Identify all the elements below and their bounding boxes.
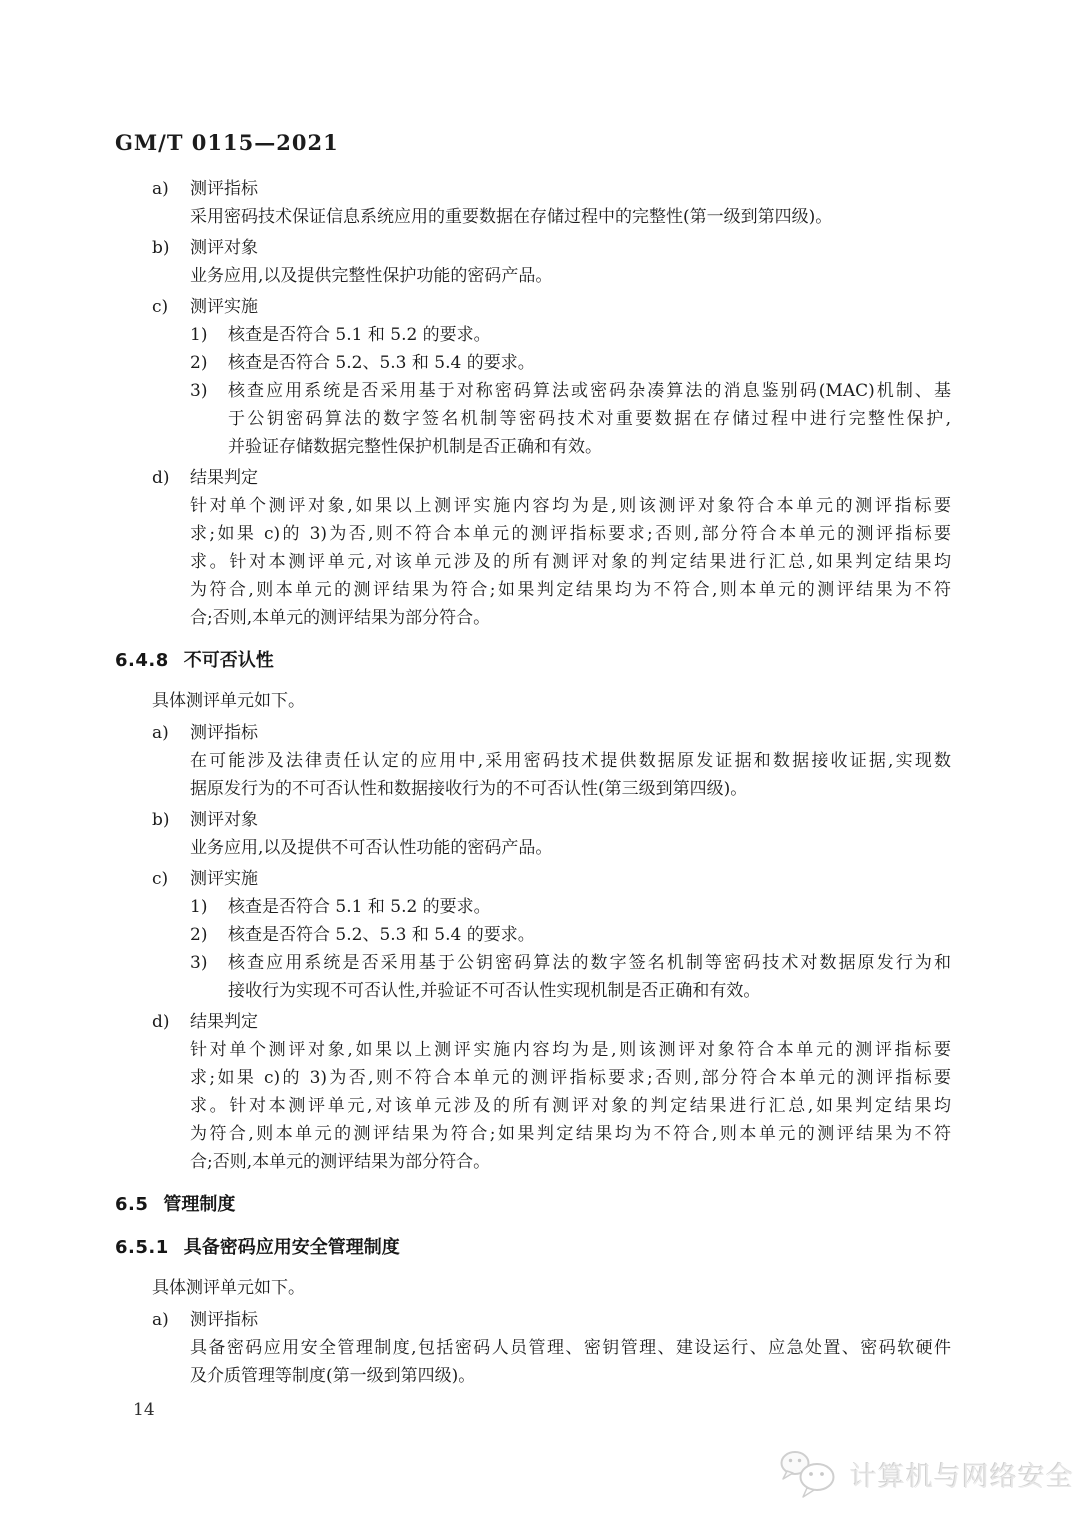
section-heading-number: 6.4.8: [115, 650, 169, 671]
section-heading-title: 不可否认性: [183, 650, 274, 671]
list-item-title: 结果判定: [190, 468, 258, 488]
list-item-title: 测评对象: [190, 810, 258, 830]
content-blocks: [115, 172, 951, 1390]
text-line: 及介质管理等制度(第一级到第四级)。: [190, 1366, 476, 1386]
section-heading: [115, 1191, 951, 1219]
list-item-label: b): [152, 810, 170, 830]
list-item-label: 2): [190, 925, 208, 945]
text-line: 核查应用系统是否采用基于对称密码算法或密码杂凑算法的消息鉴别码(MAC)机制、基: [228, 381, 951, 401]
text-line: 为符合,则本单元的测评结果为符合;如果判定结果均为不符合,则本单元的测评结果为不符: [190, 1124, 951, 1144]
paragraph: [190, 203, 951, 231]
list-item-title: 测评指标: [190, 1310, 258, 1330]
list-item-title: 测评实施: [190, 297, 258, 317]
text-line: 并验证存储数据完整性保护机制是否正确和有效。: [228, 437, 602, 457]
list-item-label: 3): [190, 381, 208, 401]
list-item-letter: [115, 234, 951, 262]
wechat-chat-bubbles-icon: [778, 1448, 842, 1500]
text-line: 针对单个测评对象,如果以上测评实施内容均为是,则该测评对象符合本单元的测评指标要: [190, 1040, 951, 1060]
text-line: 核查是否符合 5.2、5.3 和 5.4 的要求。: [228, 925, 535, 945]
page-number: 14: [133, 1400, 155, 1420]
paragraph: [190, 747, 951, 803]
paragraph: [190, 262, 951, 290]
list-item-letter: [115, 175, 951, 203]
list-item-title: 测评对象: [190, 238, 258, 258]
list-item-label: a): [152, 1310, 169, 1330]
text-line: 采用密码技术保证信息系统应用的重要数据在存储过程中的完整性(第一级到第四级)。: [190, 207, 833, 227]
paragraph: [190, 834, 951, 862]
list-item-letter: [115, 1008, 951, 1036]
list-item-letter: [115, 464, 951, 492]
list-item-label: d): [152, 468, 170, 488]
text-line: 求;如果 c)的 3)为否,则不符合本单元的测评指标要求;否则,部分符合本单元的测评指标要: [190, 1068, 951, 1088]
list-item-body: [228, 893, 951, 921]
section-heading: [115, 1234, 951, 1262]
text-line: 针对单个测评对象,如果以上测评实施内容均为是,则该测评对象符合本单元的测评指标要: [190, 496, 951, 516]
text-line: 合;否则,本单元的测评结果为部分符合。: [190, 608, 491, 628]
list-item-label: 3): [190, 953, 208, 973]
list-item-body: [228, 321, 951, 349]
list-item-numbered: [115, 377, 951, 461]
text-line: 求。针对本测评单元,对该单元涉及的所有测评对象的判定结果进行汇总,如果判定结果均: [190, 552, 951, 572]
list-item-numbered: [115, 349, 951, 377]
list-item-letter: [115, 1306, 951, 1334]
section-heading: [115, 647, 951, 675]
text-line: 具体测评单元如下。: [152, 691, 305, 711]
list-item-numbered: [115, 949, 951, 1005]
list-item-letter: [115, 865, 951, 893]
list-item-label: 2): [190, 353, 208, 373]
section-heading-number: 6.5.1: [115, 1237, 169, 1258]
list-item-title: 测评指标: [190, 723, 258, 743]
watermark-text: 计算机与网络安全: [850, 1461, 1074, 1493]
list-item-body: [228, 349, 951, 377]
list-item-letter: [115, 293, 951, 321]
paragraph: [152, 687, 951, 715]
text-line: 为符合,则本单元的测评结果为符合;如果判定结果均为不符合,则本单元的测评结果为不符: [190, 580, 951, 600]
list-item-label: 1): [190, 325, 208, 345]
text-line: 据原发行为的不可否认性和数据接收行为的不可否认性(第三级到第四级)。: [190, 779, 748, 799]
text-line: 业务应用,以及提供完整性保护功能的密码产品。: [190, 266, 553, 286]
text-line: 核查是否符合 5.2、5.3 和 5.4 的要求。: [228, 353, 535, 373]
list-item-numbered: [115, 921, 951, 949]
text-line: 核查是否符合 5.1 和 5.2 的要求。: [228, 325, 491, 345]
list-item-label: c): [152, 297, 169, 317]
watermark: [778, 1448, 1074, 1500]
list-item-numbered: [115, 321, 951, 349]
list-item-label: a): [152, 723, 169, 743]
paragraph: [190, 492, 951, 632]
list-item-letter: [115, 806, 951, 834]
paragraph: [152, 1274, 951, 1302]
text-line: 具备密码应用安全管理制度,包括密码人员管理、密钥管理、建设运行、应急处置、密码软硬件: [190, 1338, 951, 1358]
list-item-label: b): [152, 238, 170, 258]
list-item-body: [228, 921, 951, 949]
paragraph: [190, 1036, 951, 1176]
text-line: 核查是否符合 5.1 和 5.2 的要求。: [228, 897, 491, 917]
list-item-numbered: [115, 893, 951, 921]
text-line: 合;否则,本单元的测评结果为部分符合。: [190, 1152, 491, 1172]
section-heading-title: 具备密码应用安全管理制度: [183, 1237, 400, 1258]
list-item-body: [228, 377, 951, 461]
section-heading-number: 6.5: [115, 1194, 149, 1215]
section-heading-title: 管理制度: [163, 1194, 236, 1215]
list-item-label: 1): [190, 897, 208, 917]
text-line: 业务应用,以及提供不可否认性功能的密码产品。: [190, 838, 553, 858]
list-item-title: 测评实施: [190, 869, 258, 889]
text-line: 具体测评单元如下。: [152, 1278, 305, 1298]
list-item-body: [228, 949, 951, 1005]
list-item-title: 结果判定: [190, 1012, 258, 1032]
text-line: 核查应用系统是否采用基于公钥密码算法的数字签名机制等密码技术对数据原发行为和: [228, 953, 951, 973]
list-item-label: c): [152, 869, 169, 889]
text-line: 接收行为实现不可否认性,并验证不可否认性实现机制是否正确和有效。: [228, 981, 761, 1001]
text-line: 于公钥密码算法的数字签名机制等密码技术对重要数据在存储过程中进行完整性保护,: [228, 409, 951, 429]
list-item-label: d): [152, 1012, 170, 1032]
list-item-title: 测评指标: [190, 179, 258, 199]
text-line: 求;如果 c)的 3)为否,则不符合本单元的测评指标要求;否则,部分符合本单元的测评指标要: [190, 524, 951, 544]
text-line: 求。针对本测评单元,对该单元涉及的所有测评对象的判定结果进行汇总,如果判定结果均: [190, 1096, 951, 1116]
standard-number: GM/T 0115—2021: [115, 130, 339, 155]
paragraph: [190, 1334, 951, 1390]
list-item-letter: [115, 719, 951, 747]
text-line: 在可能涉及法律责任认定的应用中,采用密码技术提供数据原发证据和数据接收证据,实现数: [190, 751, 951, 771]
list-item-label: a): [152, 179, 169, 199]
